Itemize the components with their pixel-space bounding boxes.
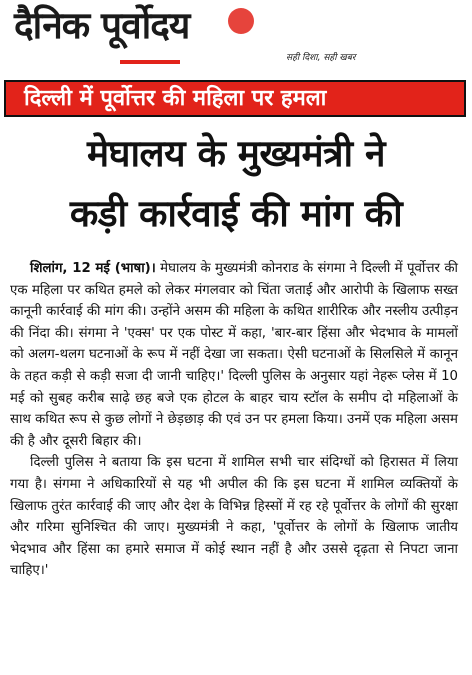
masthead [0,0,472,78]
headline-line-2: कड़ी कार्रवाई की मांग की [69,192,403,235]
kicker-text: दिल्ली में पूर्वोत्तर की महिला पर हमला [24,86,327,111]
headline-line-1: मेघालय के मुख्यमंत्री ने [86,132,386,175]
masthead-tagline: सही दिशा, सही खबर [286,53,356,63]
dateline: शिलांग, 12 मई (भाषा)। [30,261,156,276]
paragraph-1-text: मेघालय के मुख्यमंत्री कोनराड के संगमा ने दिल्ली में पूर्वोत्तर की एक महिला पर कथित हमले को लेकर मंगलवार को चिंता जताई और आरोपी के खिलाफ सख्त कानूनी कार्रवाई की मांग की। उन्होंने असम की महिला के कथित शारीरिक और नस्लीय उत्पीड़न की निंदा की। संगमा ने 'एक्स' पर एक पोस्ट में कहा, 'बार-बार हिंसा और भेदभाव के मामलों को अलग-थलग घटनाओं के रूप में नहीं देखा जा सकता। ऐसी घटनाओं के सिलसिले में कानून के तहत कड़ी से कड़ी सजा दी जानी चाहिए।' दिल्ली पुलिस के अनुसार यहां नेहरू प्लेस में 10 मई को सुबह करीब साढ़े छह बजे एक होटल के बाहर चाय स्टॉल के समीप दो महिलाओं के साथ कथित रूप से कुछ लोगों ने छेड़छाड़ की एवं उन पर हमला किया। उनमें एक महिला असम की है और दूसरी बिहार की। [10,261,458,449]
paragraph-1 [10,258,458,452]
article-body [10,258,458,582]
masthead-title: दैनिक पूर्वोदय [14,4,190,47]
kicker-banner [4,80,466,117]
headline [6,124,466,244]
sun-logo-icon [228,8,254,34]
paragraph-2: दिल्ली पुलिस ने बताया कि इस घटना में शामिल सभी चार संदिग्धों को हिरासत में लिया गया है। संगमा ने अधिकारियों से यह भी अपील की कि इस घटना में शामिल व्यक्तियों के खिलाफ तुरंत कार्रवाई की जाए और देश के विभिन्न हिस्सों में रह रहे पूर्वोत्तर के लोगों की सुरक्षा और गरिमा सुनिश्चित की जाए। मुख्यमंत्री ने कहा, 'पूर्वोत्तर के लोगों के खिलाफ जातीय भेदभाव और हिंसा का हमारे समाज में कोई स्थान नहीं है और उससे दृढ़ता से निपटा जाना चाहिए।' [10,455,458,579]
masthead-rule [120,60,180,64]
